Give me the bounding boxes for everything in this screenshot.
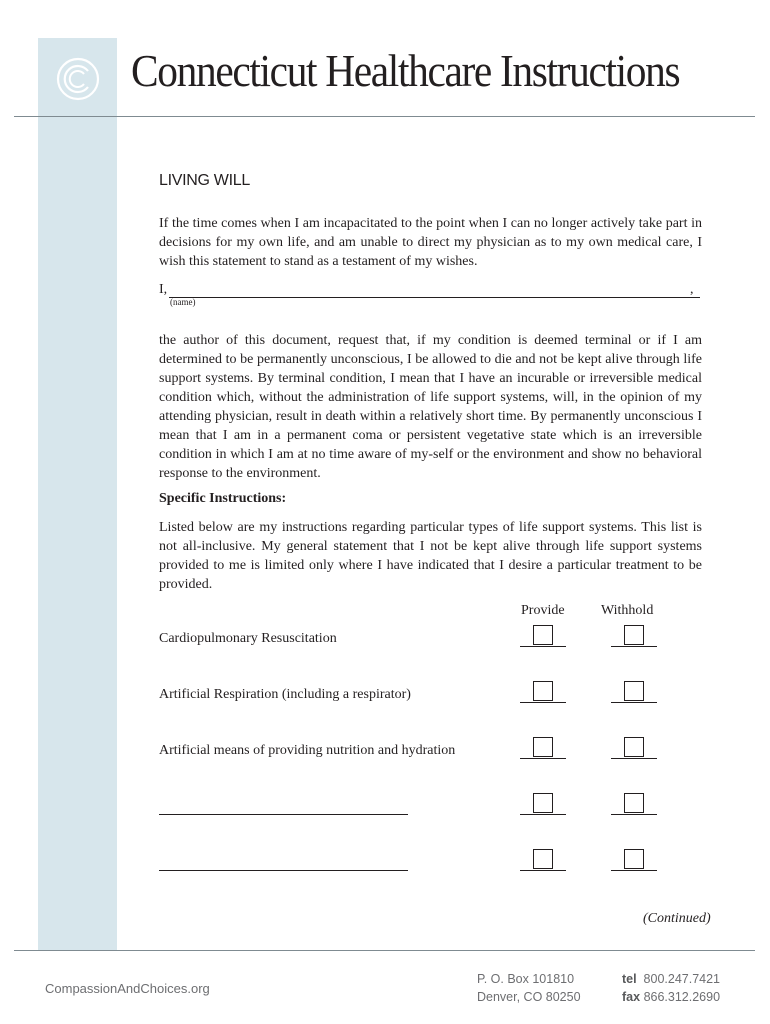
provide-checkbox-nutrition[interactable] bbox=[533, 737, 553, 757]
tel-number: 800.247.7421 bbox=[643, 972, 721, 986]
phone-line bbox=[622, 970, 720, 988]
specific-instructions-paragraph: Listed below are my instructions regarding particular types of life support systems. This list is not all-inclusive. My general statement that I not be kept alive through life support systems provided to me is limited only where I have indicated that I desire a particular treatment to be provided. bbox=[159, 520, 702, 592]
name-underline bbox=[169, 297, 700, 298]
header-divider bbox=[14, 116, 755, 117]
body-paragraph: the author of this document, request that, if my condition is deemed terminal or if I am determined to be permanently unconscious, I be allowed to die and not be kept alive through life support systems. By terminal condition, I mean that I have an incurable or irreversible medical condition which, without the administration of life support systems, will, in the opinion of my attending physician, result in death within a relatively short time. By permanently unconscious I mean that I am in a permanent coma or persistent vegetative state which is an irreversible condition in which I am at no time aware of my-self or the environment and show no behavioral response to the environment. bbox=[159, 333, 702, 481]
withhold-checkbox-custom-1[interactable] bbox=[624, 793, 644, 813]
withhold-checkbox-nutrition[interactable] bbox=[624, 737, 644, 757]
checkbox-underline bbox=[520, 758, 566, 759]
row-label-respiration: Artificial Respiration (including a respirator) bbox=[159, 687, 411, 702]
address-line-1: P. O. Box 101810 bbox=[477, 972, 575, 986]
provide-checkbox-respiration[interactable] bbox=[533, 681, 553, 701]
c-swirl-logo-icon bbox=[53, 54, 103, 104]
footer-address bbox=[477, 970, 581, 1006]
name-caption: (name) bbox=[170, 297, 196, 307]
name-prefix: I, bbox=[159, 282, 168, 297]
withhold-checkbox-respiration[interactable] bbox=[624, 681, 644, 701]
custom-treatment-field-2[interactable] bbox=[159, 870, 408, 871]
name-suffix: , bbox=[690, 282, 694, 297]
checkbox-underline bbox=[611, 870, 657, 871]
checkbox-underline bbox=[611, 814, 657, 815]
continued-note: (Continued) bbox=[643, 911, 711, 926]
checkbox-underline bbox=[520, 646, 566, 647]
withhold-checkbox-custom-2[interactable] bbox=[624, 849, 644, 869]
checkbox-underline bbox=[611, 646, 657, 647]
fax-number: 866.312.2690 bbox=[643, 990, 721, 1004]
withhold-checkbox-cpr[interactable] bbox=[624, 625, 644, 645]
provide-checkbox-custom-2[interactable] bbox=[533, 849, 553, 869]
checkbox-underline bbox=[520, 702, 566, 703]
intro-paragraph: If the time comes when I am incapacitated to the point when I can no longer actively take part in decisions for my own life, and am unable to direct my physician as to my own medical care, I wish this statement to stand as a testament of my wishes. bbox=[159, 216, 702, 269]
footer-divider bbox=[14, 950, 755, 951]
checkbox-underline bbox=[611, 758, 657, 759]
column-header-provide: Provide bbox=[521, 603, 565, 618]
row-label-nutrition: Artificial means of providing nutrition and hydration bbox=[159, 743, 456, 758]
checkbox-underline bbox=[611, 702, 657, 703]
tel-label: tel bbox=[622, 972, 637, 986]
provide-checkbox-custom-1[interactable] bbox=[533, 793, 553, 813]
row-label-cpr: Cardiopulmonary Resuscitation bbox=[159, 631, 337, 646]
provide-checkbox-cpr[interactable] bbox=[533, 625, 553, 645]
section-heading: LIVING WILL bbox=[159, 172, 250, 189]
name-field[interactable] bbox=[159, 282, 694, 298]
sidebar-band bbox=[38, 38, 117, 951]
custom-treatment-field-1[interactable] bbox=[159, 814, 408, 815]
footer-website[interactable]: CompassionAndChoices.org bbox=[45, 981, 210, 996]
address-line-2: Denver, CO 80250 bbox=[477, 990, 581, 1004]
footer-contact bbox=[622, 970, 720, 1006]
fax-label: fax bbox=[622, 990, 641, 1004]
fax-line bbox=[622, 988, 720, 1006]
column-header-withhold: Withhold bbox=[601, 603, 654, 618]
checkbox-underline bbox=[520, 814, 566, 815]
specific-instructions-heading: Specific Instructions: bbox=[159, 491, 287, 506]
checkbox-underline bbox=[520, 870, 566, 871]
page-title: Connecticut Healthcare Instructions bbox=[131, 45, 680, 96]
